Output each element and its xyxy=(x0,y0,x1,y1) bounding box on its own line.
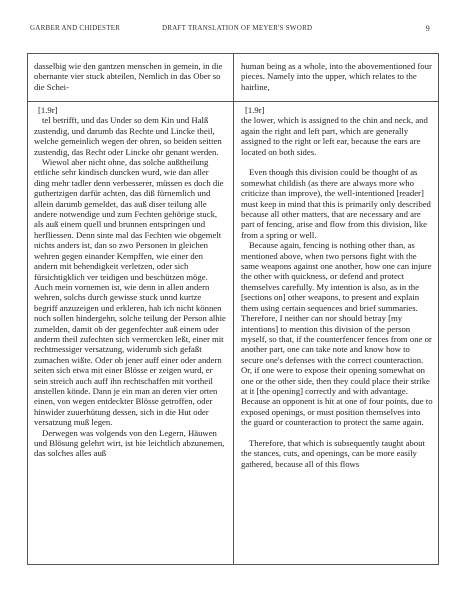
running-header xyxy=(30,24,430,36)
translation-table xyxy=(27,53,439,565)
german-paragraph: Derwegen was volgends von den Legern, Häuwen und Blösung gelehrt wirt, ist hie leichtlich abzunemen, das solches alles auß xyxy=(34,427,225,459)
english-text-row1 xyxy=(241,61,433,92)
german-text-row1 xyxy=(34,61,226,92)
folio-reference: [1.9r] xyxy=(38,105,58,115)
english-paragraph: Even though this division could be thought of as somewhat childish (as there are always more who criticize than improve), the well-intentioned [reader] must keep in mind that this is primarily only described because all other matters, that are necessary and are part of fencing, arise and flow from this division, like from a spring or well. xyxy=(241,167,431,240)
row-divider xyxy=(28,101,438,102)
page-number: 9 xyxy=(425,24,430,33)
header-authors: GARBER AND CHIDESTER xyxy=(30,24,121,32)
english-text-row2 xyxy=(241,105,433,469)
german-paragraph: Wiewol aber nicht ohne, das solche außtheilung ettliche sehr kindisch duncken wurd, wie dan aller ding mehr tadler denn verbesserer, müssen es doch die guthertzigen darfür achten, das diß fürnemlich und allein darumb gemeldet, das auß diser teilung alle andere notwendige und zum Fechten gehörige stuck, als auß einem quell und brunnen entspringen und herfliessen. Denn sinte mal das Fechten wie obgemelt nichts anders ist, dan so zwo Personen in gleichen wehren gegen einander Kempffen, wie einer den andern mit behendigkeit verletzen, oder sich fürsichtigklich ver teidigen und beschützen möge. Auch mein vornemen ist, wie denn in allen andern wehren, solchs durch gewisse stuck unnd kurtze begriff anzuzeigen und erkleren, hab ich nicht können noch sollen hindergehn, solche teilung der Person alhie zumelden, damit ob der gegenfechter auß einem oder anderm theil zufechten sich vermercken leßt, einer mit rechtmessiger versatzung, widerumb sich gefaßt zumachen wißte. Oder ob jener auff einer oder andern seiten sich etwa mit einer Blösse er zeigen wurd, er sein streich auch auff ihn rechtschaffen mit vortheil anstellen könde. Dann je ein man an deren vier orten einen, von wegen entdeckter Blösse getroffen, oder hinwider zuuerhütung dessen, sich in die Hut oder versatzung muß legen. xyxy=(34,157,226,428)
folio-reference: [1.9r] xyxy=(245,105,265,115)
header-title: DRAFT TRANSLATION OF MEYER'S SWORD xyxy=(162,24,313,32)
german-paragraph: tel betrifft, und das Under so dem Kin und Halß zustendig, und darumb das Rechte und Lincke theil, welche gemeinlich wegen der ohren, so beiden seitten zustendig, das Recht oder Lincke ohr genant werden. xyxy=(34,115,222,157)
column-divider xyxy=(233,54,234,564)
german-paragraph: dasselbig wie den gantzen menschen in gemein, in die obernante vier stuck abteilen, Nemlich in das Ober so die Schei- xyxy=(34,61,223,92)
english-paragraph: the lower, which is assigned to the chin and neck, and again the right and left part, which are generally assigned to the right or left ear, because the ears are located on both sides. xyxy=(241,115,428,157)
german-text-row2 xyxy=(34,105,226,459)
english-paragraph: Therefore, that which is subsequently taught about the stances, cuts, and openings, can be more easily gathered, because all of this flows xyxy=(241,437,425,469)
english-paragraph: Because again, fencing is nothing other than, as mentioned above, when two persons fight with the same weapons against one another, how one can injure the other with quickness, or defend and protect themselves carefully. My intention is also, as in the [sections on] other weapons, to present and explain them using certain sequences and brief summaries. Therefore, I neither can nor should betray [my intentions] to mention this division of the person myself, so that, if the counterfencer fences from one or another part, one can take note and know how to secure one's defenses with the correct counteraction. Or, if one were to expose their opening somewhat on one or the other side, then they could place their strike at it [the opening] correctly and with advantage. Because an opponent is hit at one of four points, due to exposed openings, or must position themselves into the guard or counteraction to protect the same again. xyxy=(241,240,433,428)
english-paragraph: human being as a whole, into the abovementioned four pieces. Namely into the upper, which relates to the hairline, xyxy=(241,61,432,92)
